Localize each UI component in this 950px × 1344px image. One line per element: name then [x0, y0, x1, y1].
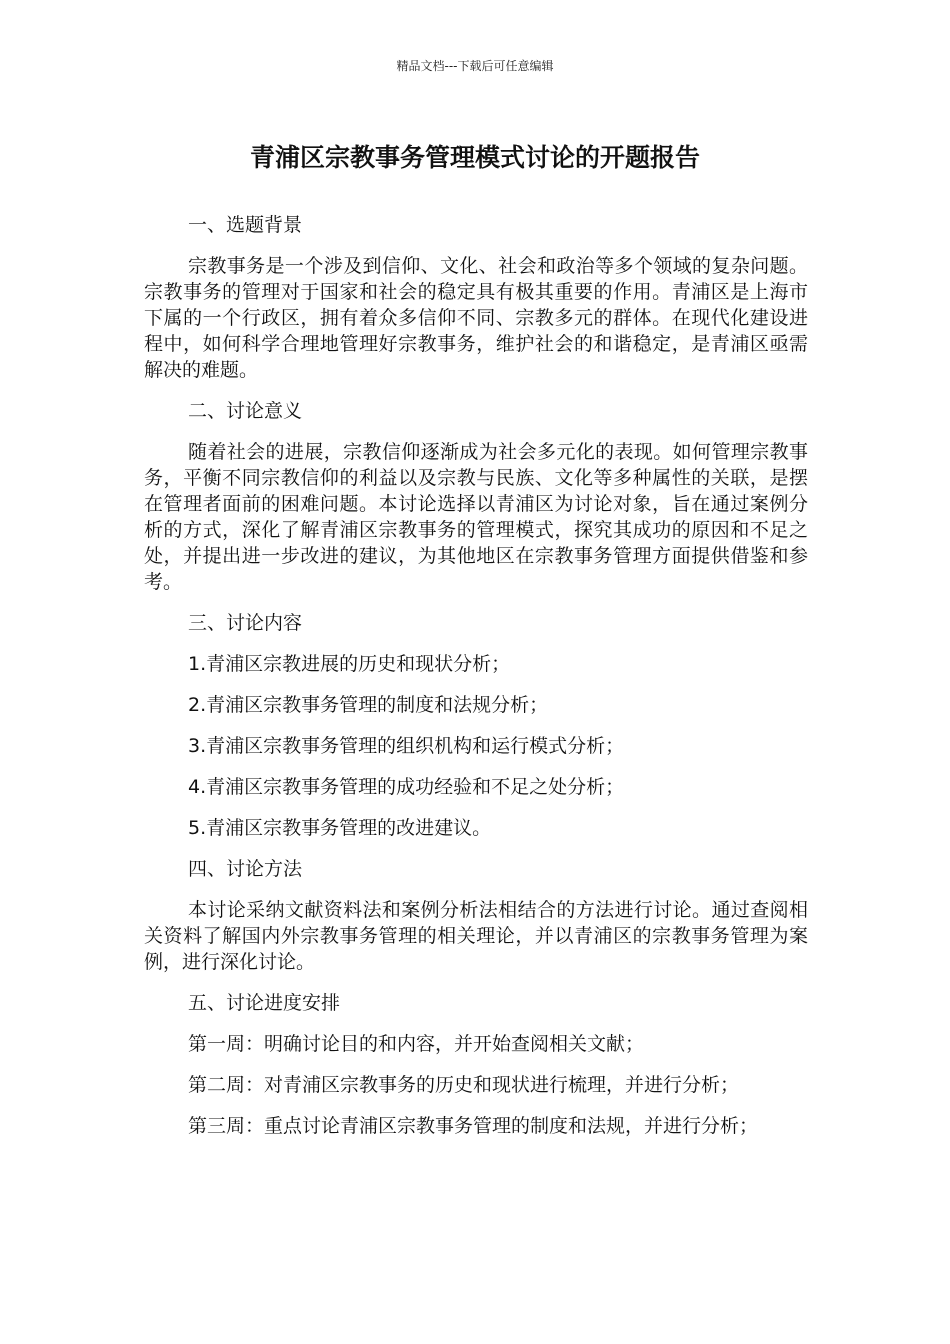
- schedule-item: 第三周：重点讨论青浦区宗教事务管理的制度和法规，并进行分析；: [188, 1115, 759, 1137]
- content-list-item: 2.青浦区宗教事务管理的制度和法规分析；: [188, 694, 549, 716]
- document-title: 青浦区宗教事务管理模式讨论的开题报告: [249, 143, 700, 172]
- content-list-item: 1.青浦区宗教进展的历史和现状分析；: [188, 653, 511, 675]
- method-paragraph: 本讨论采纳文献资料法和案例分析法相结合的方法进行讨论。通过查阅相关资料了解国内外宗教事务管理的相关理论，并以青浦区的宗教事务管理为案例，进行深化讨论。: [144, 899, 808, 973]
- significance-paragraph: 随着社会的进展，宗教信仰逐渐成为社会多元化的表现。如何管理宗教事务，平衡不同宗教信仰的利益以及宗教与民族、文化等多种属性的关联，是摆在管理者面前的困难问题。本讨论选择以青浦区为讨论对象，旨在通过案例分析的方式，深化了解青浦区宗教事务的管理模式，探究其成功的原因和不足之处，并提出进一步改进的建议，为其他地区在宗教事务管理方面提供借鉴和参考。: [144, 441, 808, 593]
- schedule-item: 第二周：对青浦区宗教事务的历史和现状进行梳理，并进行分析；: [188, 1074, 740, 1096]
- section-heading-method: 四、讨论方法: [188, 858, 303, 880]
- schedule-item: 第一周：明确讨论目的和内容，并开始查阅相关文献；: [188, 1033, 645, 1055]
- section-heading-significance: 二、讨论意义: [188, 400, 303, 422]
- section-heading-background: 一、选题背景: [188, 214, 303, 236]
- background-paragraph: 宗教事务是一个涉及到信仰、文化、社会和政治等多个领域的复杂问题。宗教事务的管理对于国家和社会的稳定具有极其重要的作用。青浦区是上海市下属的一个行政区，拥有着众多信仰不同、宗教多元的群体。在现代化建设进程中，如何科学合理地管理好宗教事务，维护社会的和谐稳定，是青浦区亟需解决的难题。: [144, 255, 808, 381]
- content-list-item: 4.青浦区宗教事务管理的成功经验和不足之处分析；: [188, 776, 625, 798]
- section-heading-content: 三、讨论内容: [188, 612, 303, 634]
- content-list-item: 5.青浦区宗教事务管理的改进建议。: [188, 817, 492, 839]
- section-heading-schedule: 五、讨论进度安排: [188, 992, 341, 1014]
- header-note: 精品文档---下载后可任意编辑: [396, 59, 554, 73]
- content-list-item: 3.青浦区宗教事务管理的组织机构和运行模式分析；: [188, 735, 625, 757]
- document-body: [144, 212, 808, 1154]
